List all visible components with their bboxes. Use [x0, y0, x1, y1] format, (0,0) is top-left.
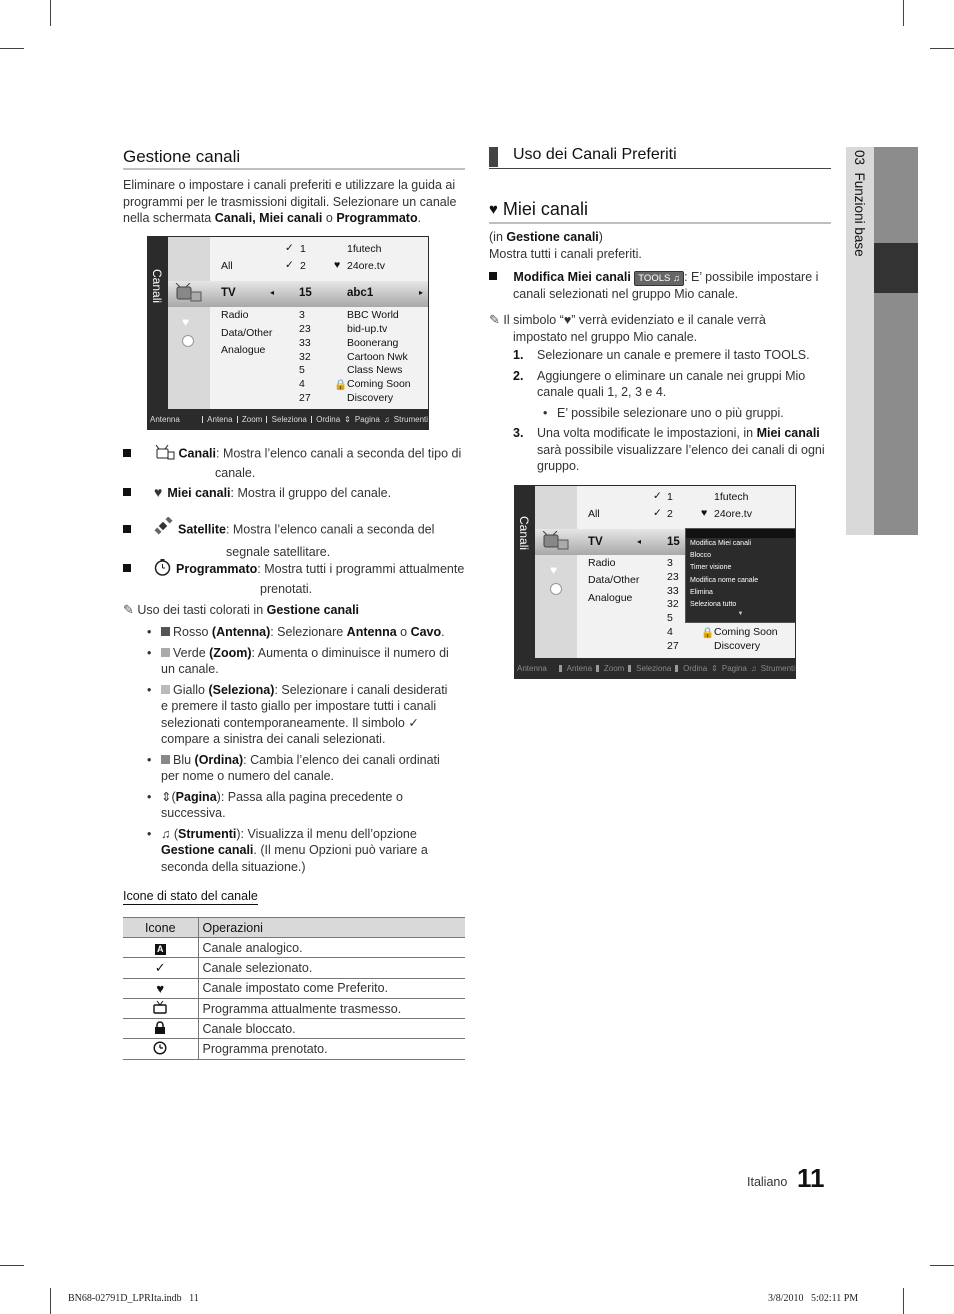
- note-pencil-icon: ✎: [123, 602, 134, 617]
- page-language: Italiano: [747, 1175, 788, 1189]
- miei-canali-screen: Canali ♥ All TV ◂ Radio Data/Other Analogue ✓ ✓ 1 2 15 3 23 33 32 5 4 27 ♥ 1futech 24ore.tv 🔒 Coming Soon Discovery Modifica Miei canali Blocco Timer visione Modifica nome canale Elimina Seleziona tutto ▼ Antenna Antena Zoom Seleziona Ordina ⇕ Pagina ♫ Strumenti: [514, 485, 796, 679]
- lock-icon: [154, 1021, 166, 1037]
- heart-icon: ♥: [154, 484, 163, 500]
- screen-footer: Antenna Antena Zoom Seleziona Ordina ⇕ Pagina ♫ Strumenti: [148, 409, 428, 429]
- tools-icon: ♫: [161, 826, 171, 841]
- checkmark-icon: ✓: [154, 959, 166, 975]
- antenna-icon: [156, 444, 176, 465]
- tools-menu: Modifica Miei canali Blocco Timer visione Modifica nome canale Elimina Seleziona tutto ▼: [685, 528, 796, 623]
- heart-icon: ♥: [563, 313, 572, 327]
- note-symbol: ✎ Il simbolo “♥” verrà evidenziato e il canale verrà impostato nel gruppo Mio canale.: [489, 312, 766, 344]
- chapter-label: [852, 150, 867, 257]
- chapter-number: 03: [852, 150, 867, 166]
- bullet-modifica: Modifica Miei canali TOOLS ♫ : E’ possibile impostare i canali selezionati nel gruppo Mio canale.: [489, 269, 834, 303]
- chapter-title: Funzioni base: [852, 172, 867, 257]
- tv-icon: [153, 1001, 167, 1017]
- steps-list: 1. Selezionare un canale e premere il tasto TOOLS. 2. Aggiungere o eliminare un canale nei gruppi Mio canale quali 1, 2, 3 e 4. • E’ possibile selezionare uno o più gruppi. 3. Una volta modificate le impostazioni, in Miei canali sarà possibile visualizzare l’elenco dei canali di ogni gruppo.: [513, 348, 825, 473]
- heart-icon: ♥: [156, 980, 165, 996]
- bullet-miei-canali: ♥ Miei canali: Mostra il gruppo del canale.: [123, 484, 391, 502]
- antenna-channel-icon: [541, 531, 571, 556]
- heart-icon: ♥: [182, 315, 190, 329]
- screen-footer: Antenna Antena Zoom Seleziona Ordina ⇕ Pagina ♫ Strumenti: [515, 658, 795, 678]
- miei-canali-body: (in Gestione canali) Mostra tutti i canali preferiti.: [489, 230, 642, 261]
- clock-icon: [153, 1041, 167, 1058]
- channel-list-screen: Canali ♥ All TV ◂ Radio Data/Other Analogue ✓ ✓ 1 2 15 3 23 33 32 5 4 27 ♥ 🔒 1futech 24ore.tv abc1 ▸ BBC World bid-up.tv Boonerang Cartoon Nwk Class News Coming Soon Discovery Antenna Antena Zoom Seleziona Ordina ⇕ Pagina ♫ Strumenti: [147, 236, 429, 430]
- bullet-programmato: Programmato: Mostra tutti i programmi attualmente prenotati.: [123, 559, 468, 597]
- slug-date: 3/8/2010 5:02:11 PM: [768, 1293, 859, 1304]
- icons-title: Icone di stato del canale: [123, 889, 258, 903]
- miei-canali-title: ♥ Miei canali: [489, 199, 588, 219]
- icons-table: Icone Operazioni A Canale analogico. ✓ Canale selezionato. ♥ Canale impostato come Preferito. Programma attualmente trasmesso. Canale bloccato. Programma prenotato.: [123, 917, 465, 1060]
- bullet-canali: Canali: Mostra l’elenco canali a seconda del tipo di canale.: [123, 444, 468, 481]
- heart-icon: ♥: [550, 563, 558, 577]
- note-colored-keys: ✎ Uso dei tasti colorati in Gestione canali: [123, 602, 360, 617]
- slug-file: BN68-02791D_LPRIta.indb 11: [68, 1293, 199, 1304]
- side-tab-dark: [874, 147, 918, 535]
- bullet-satellite: Satellite: Mostra l’elenco canali a seconda del segnale satellitare.: [123, 517, 468, 560]
- tools-badge: TOOLS ♫: [634, 271, 684, 286]
- note-pencil-icon: ✎: [489, 312, 500, 327]
- timer-icon: [154, 559, 171, 581]
- heart-icon: ♥: [489, 201, 498, 218]
- side-tab-marker: [874, 243, 918, 293]
- left-title: Gestione canali: [123, 147, 241, 166]
- satellite-dish-icon: [154, 517, 174, 544]
- side-label: Canali: [150, 269, 164, 304]
- section-title: Uso dei Canali Preferiti: [513, 146, 677, 163]
- colored-keys-list: • Rosso (Antenna): Selezionare Antenna o Cavo. • Verde (Zoom): Aumenta o diminuisce il numero di un canale. • Giallo (Seleziona): Selezionare i canali desiderati e premere il tasto giallo per impostare tutti i canali selezionati contemporaneamente. Il simbolo ✓ compare a sinistra dei canali selezionati. • Blu (Ordina): Cambia l’elenco dei canali ordinati per nome o numero del canale. • ⇕(Pagina): Passa alla pagina precedente o successiva. • ♫ (Strumenti): Visualizza il menu dell’opzione Gestione canali. (Il menu Opzioni può variare a seconda della situazione.): [147, 625, 449, 874]
- left-intro: Eliminare o impostare i canali preferiti e utilizzare la guida ai programmi per le trasmissioni digitali. Selezionare un canale nella schermata Canali, Miei canali o Programmato.: [123, 178, 457, 225]
- page-number: 11: [797, 1163, 825, 1193]
- section-marker: [489, 147, 498, 167]
- analog-a-icon: A: [155, 944, 166, 955]
- antenna-channel-icon: [174, 283, 204, 308]
- page-arrows-icon: ⇕: [161, 789, 172, 804]
- checkmark-icon: ✓: [408, 715, 419, 730]
- satellite-icon: [550, 583, 562, 595]
- satellite-icon: [182, 335, 194, 347]
